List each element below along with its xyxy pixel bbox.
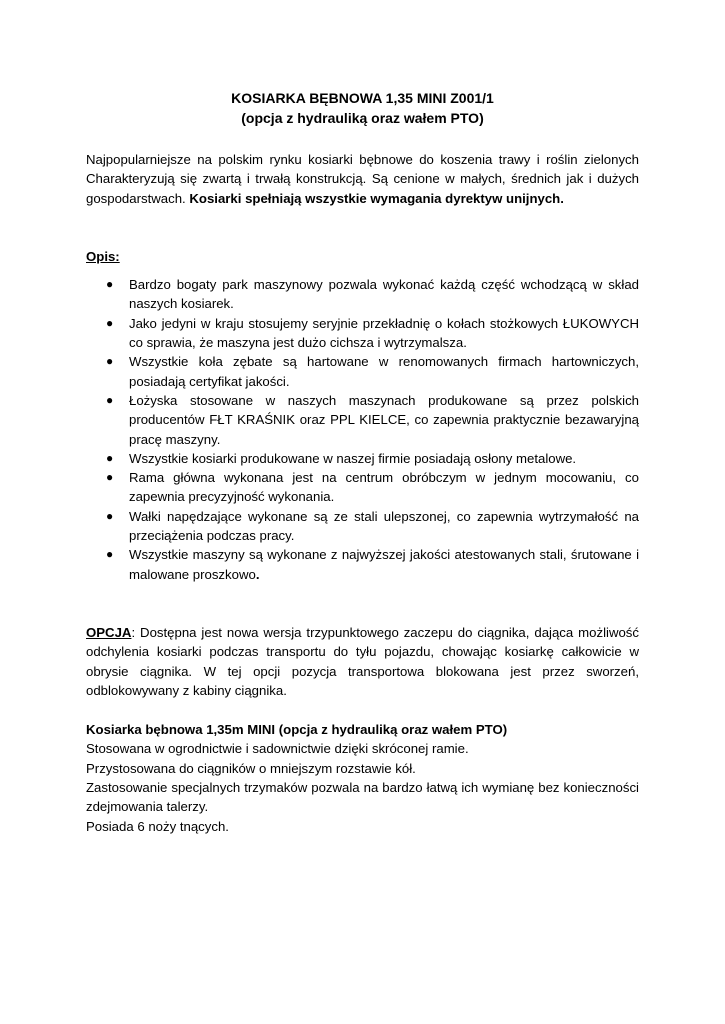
feature-text: Łożyska stosowane w naszych maszynach produkowane są przez polskich producentów FŁT KRAŚNIK oraz PPL KIELCE, co zapewnia praktycznie bezawaryjną pracę maszyny.	[129, 392, 639, 447]
product-title: Kosiarka bębnowa 1,35m MINI (opcja z hydrauliką oraz wałem PTO)	[86, 722, 508, 738]
bullet-icon: ●	[106, 392, 114, 407]
feature-text: Wszystkie maszyny są wykonane z najwyższej jakości atestowanych stali, śrutowane i malowane proszkowo	[129, 547, 639, 582]
intro-text: Najpopularniejsze na polskim rynku kosiarki bębnowe do koszenia trawy i roślin zielonych Charakteryzują się zwartą i trwałą konstrukcją. Są cenione w małych, średnich jak i dużych gospodarstwach.	[86, 152, 639, 206]
option-label: OPCJA	[86, 624, 132, 640]
option-paragraph	[86, 623, 639, 700]
bullet-icon: ●	[106, 315, 114, 330]
feature-item	[86, 275, 639, 314]
feature-item	[86, 391, 639, 449]
feature-text: Bardzo bogaty park maszynowy pozwala wykonać każdą część wchodzącą w skład naszych kosiarek.	[129, 277, 639, 312]
intro-paragraph	[86, 150, 639, 208]
feature-item	[86, 314, 639, 353]
document-title	[86, 88, 639, 128]
feature-text: Rama główna wykonana jest na centrum obróbczym w jednym mocowaniu, co zapewnia precyzyjność wykonania.	[129, 470, 639, 505]
feature-list	[86, 275, 639, 584]
product-line: Stosowana w ogrodnictwie i sadownictwie dzięki skróconej ramie.	[86, 741, 469, 757]
title-line-2: (opcja z hydrauliką oraz wałem PTO)	[241, 110, 484, 126]
feature-text: Wszystkie kosiarki produkowane w naszej firmie posiadają osłony metalowe.	[129, 450, 577, 466]
feature-text: Wszystkie koła zębate są hartowane w renomowanych firmach hartowniczych, posiadają certyfikat jakości.	[129, 354, 639, 389]
feature-text: Wałki napędzające wykonane są ze stali ulepszonej, co zapewnia wytrzymałość na przeciążenia podczas pracy.	[129, 508, 639, 544]
title-line-1: KOSIARKA BĘBNOWA 1,35 MINI Z001/1	[231, 90, 494, 106]
option-text: : Dostępna jest nowa wersja trzypunktowego zaczepu do ciągnika, dająca możliwość odchylenia kosiarki podczas transportu do tyłu pojazdu, chowając kosiarkę całkowicie w obrysie ciągnika. W tej opcji pozycja transportowa blokowana jest przez sworzeń, odblokowywany z kabiny ciągnika.	[86, 624, 639, 698]
product-line: Posiada 6 noży tnących.	[86, 818, 229, 834]
feature-item	[86, 449, 639, 468]
feature-item	[86, 545, 639, 584]
product-line: Przystosowana do ciągników o mniejszym rozstawie kół.	[86, 760, 416, 776]
feature-end-period: .	[255, 566, 260, 582]
feature-item	[86, 507, 639, 546]
bullet-icon: ●	[106, 547, 114, 562]
bullet-icon: ●	[106, 354, 114, 369]
document-page	[86, 88, 639, 836]
feature-text: Jako jedyni w kraju stosujemy seryjnie przekładnię o kołach stożkowych ŁUKOWYCH co sprawia, że maszyna jest dużo cichsza i wytrzymalsza.	[129, 315, 639, 351]
bullet-icon: ●	[106, 450, 114, 465]
bullet-icon: ●	[106, 470, 114, 485]
description-heading: Opis:	[86, 248, 120, 264]
product-line: Zastosowanie specjalnych trzymaków pozwala na bardzo łatwą ich wymianę bez konieczności zdejmowania talerzy.	[86, 780, 639, 815]
bullet-icon: ●	[106, 277, 114, 292]
feature-item	[86, 468, 639, 507]
bullet-icon: ●	[106, 508, 114, 523]
feature-item	[86, 352, 639, 391]
product-section	[86, 720, 639, 836]
intro-bold-text: Kosiarki spełniają wszystkie wymagania dyrektyw unijnych.	[189, 190, 564, 206]
